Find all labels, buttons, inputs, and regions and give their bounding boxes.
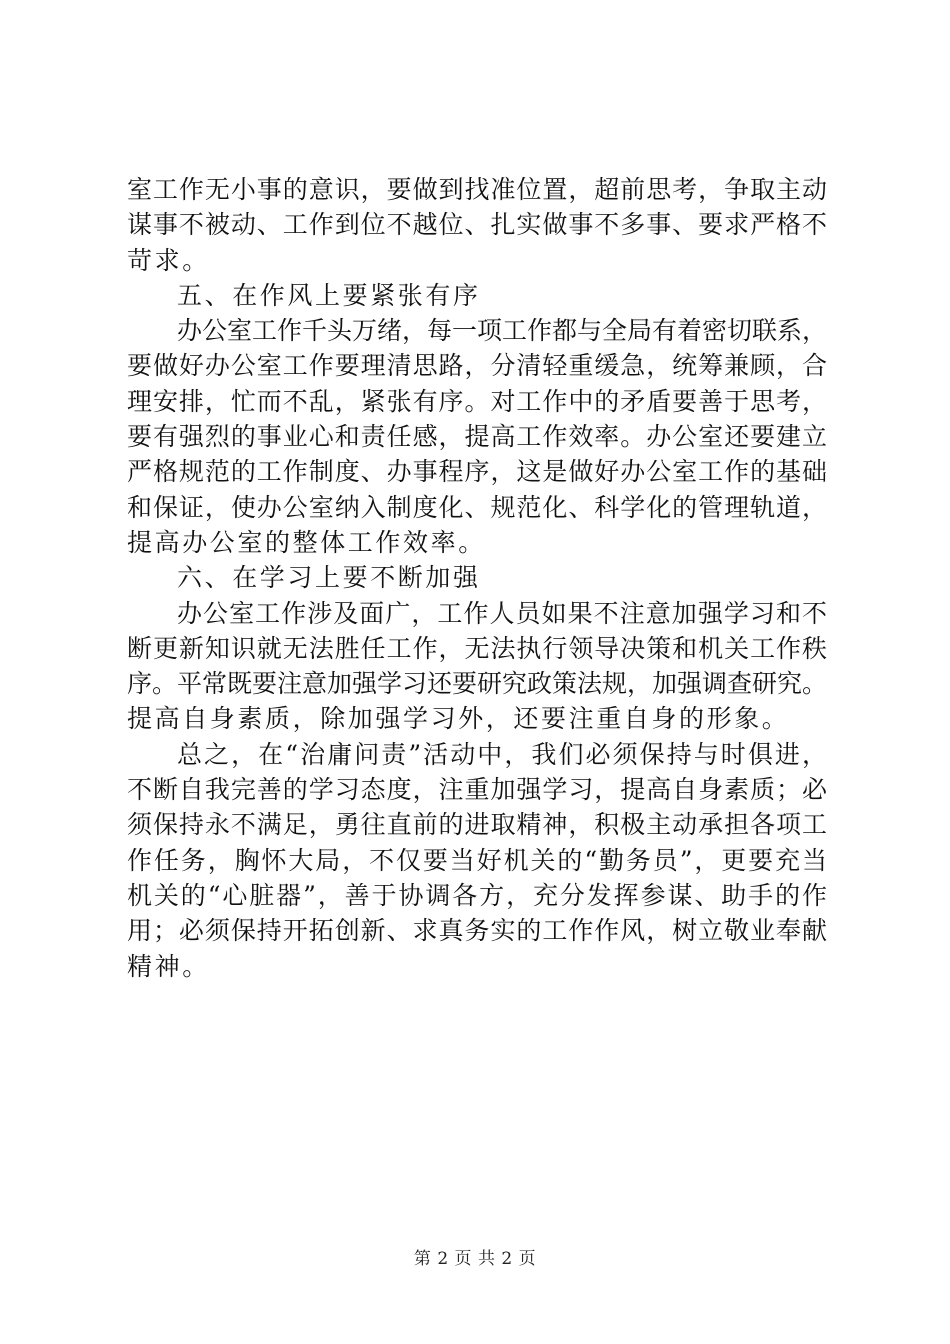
text-line: 序。平常既要注意加强学习还要研究政策法规，加强调查研究。 [127,669,828,699]
text-line: 断更新知识就无法胜任工作，无法执行领导决策和机关工作秩 [127,633,827,663]
text-line: 不断自我完善的学习态度，注重加强学习，提高自身素质；必 [127,775,827,805]
text-line: 室工作无小事的意识，要做到找准位置，超前思考，争取主动 [127,175,827,204]
section-heading: 五、在作风上要紧张有序 [177,280,481,310]
text-line: 和保证，使办公室纳入制度化、规范化、科学化的管理轨道， [127,492,827,522]
text-line: 机关的“心脏器”，善于协调各方，充分发挥参谋、助手的作 [127,880,827,910]
text-line: 须保持永不满足，勇往直前的进取精神，积极主动承担各项工 [127,810,827,840]
document-body [127,172,827,984]
text-line: 严格规范的工作制度、办事程序，这是做好办公室工作的基础 [127,457,827,487]
text-line: 谋事不被动、工作到位不越位、扎实做事不多事、要求严格不 [127,210,827,240]
text-line: 作任务，胸怀大局，不仅要当好机关的“勤务员”，更要充当 [127,845,827,875]
text-line: 要做好办公室工作要理清思路，分清轻重缓急，统筹兼顾，合 [127,351,827,381]
text-line: 办公室工作千头万绪，每一项工作都与全局有着密切联系， [177,316,828,346]
text-line: 精神。 [127,951,210,981]
text-line: 提高自身素质，除加强学习外，还要注重自身的形象。 [127,704,790,734]
text-line: 办公室工作涉及面广，工作人员如果不注意加强学习和不 [177,598,827,628]
page-number-footer: 第 2 页 共 2 页 [413,1249,537,1269]
text-line: 提高办公室的整体工作效率。 [127,527,486,557]
text-line: 要有强烈的事业心和责任感，提高工作效率。办公室还要建立 [127,422,827,452]
text-line: 总之，在“治庸问责”活动中，我们必须保持与时俱进， [177,739,827,769]
text-line: 苛求。 [127,245,210,275]
text-line: 用；必须保持开拓创新、求真务实的工作作风，树立敬业奉献 [127,916,827,946]
text-line: 理安排，忙而不乱，紧张有序。对工作中的矛盾要善于思考， [127,386,827,416]
section-heading: 六、在学习上要不断加强 [177,563,481,593]
